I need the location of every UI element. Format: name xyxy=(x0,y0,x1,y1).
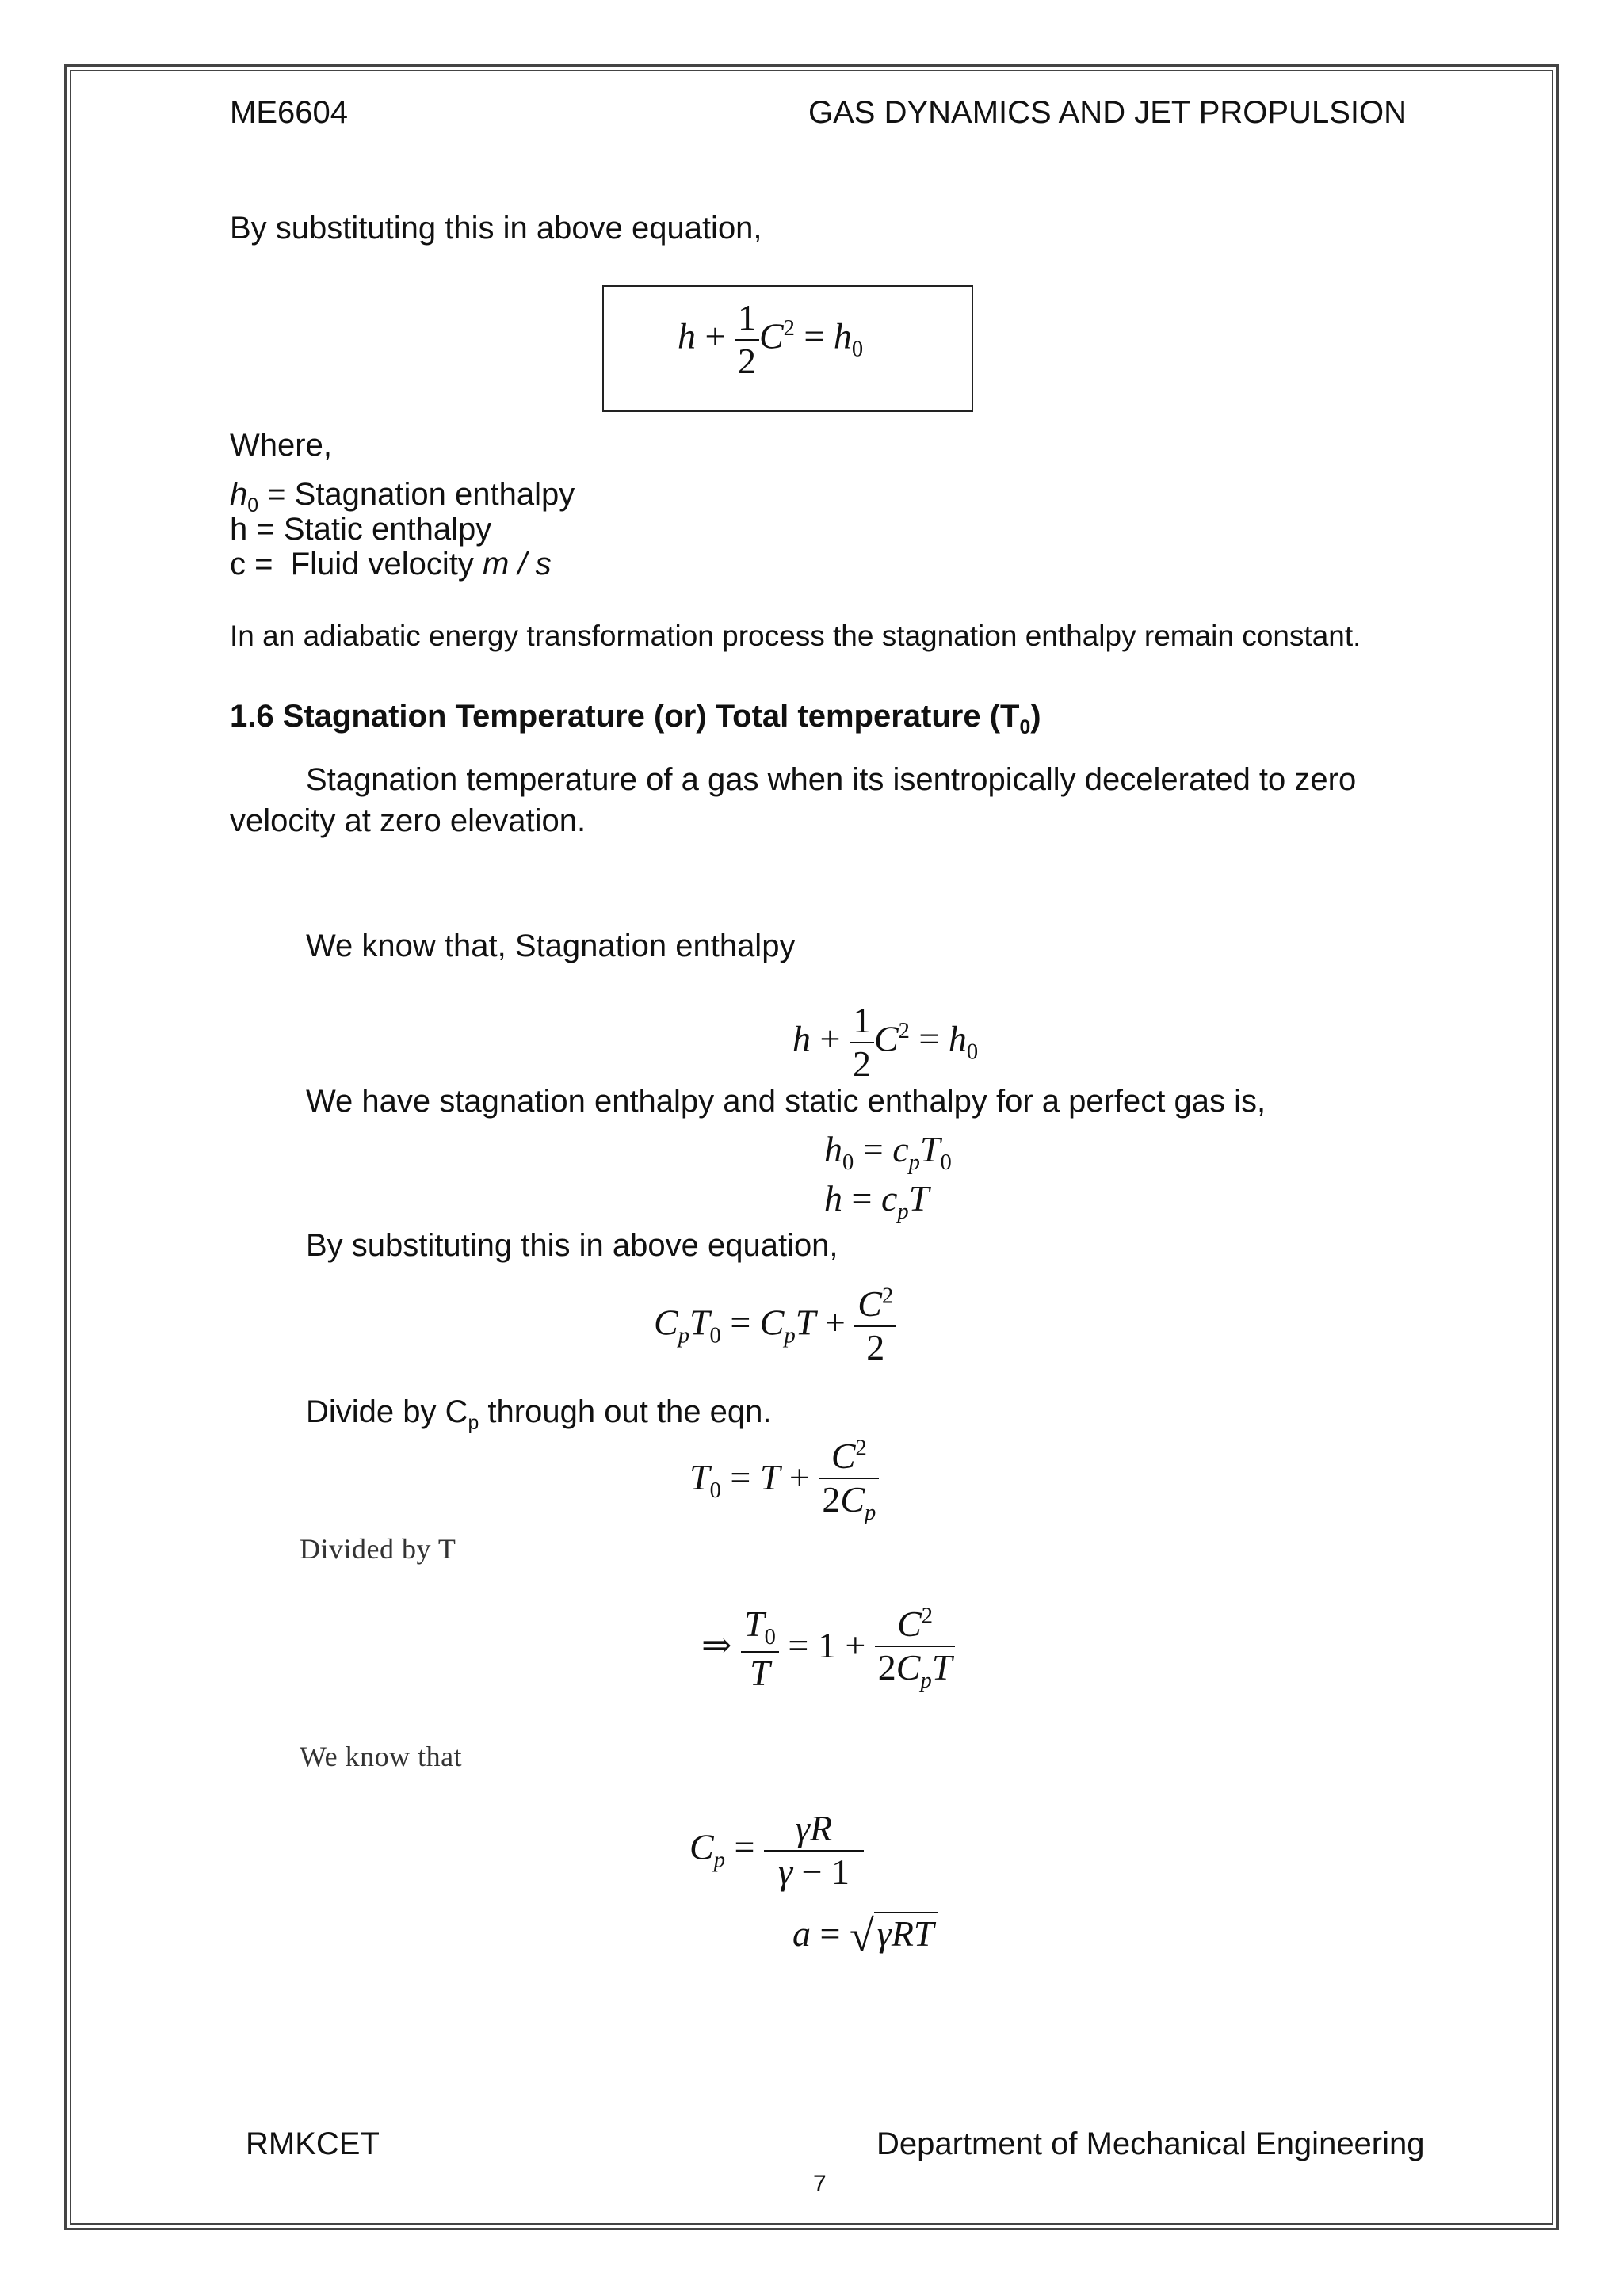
cp-t0-equation: $C_pT_0 = C_pT$ + $\frac{C^2}{2}$ xyxy=(654,1283,896,1369)
divide-text: Divide by $C_p$ through out the eqn. xyxy=(306,1394,772,1434)
we-know-that-text: We know that xyxy=(300,1741,463,1772)
definition-c: c = Fluid velocity m / s xyxy=(230,547,552,582)
boxed-equation: h + $\frac{1}{2}$ $C^2 = h_0$ xyxy=(678,297,864,381)
course-title: GAS DYNAMICS AND JET PROPULSION xyxy=(808,95,1407,130)
ratio-equation: ⇒ $\frac{T_0}{T}$ = 1 + $\frac{C^2}{2C_pT}$ xyxy=(701,1604,955,1695)
perfect-gas-text: We have stagnation enthalpy and static enthalpy for a perfect gas is, xyxy=(306,1084,1266,1119)
divided-by-t-text: Divided by T xyxy=(300,1533,456,1565)
definition-h: h = Static enthalpy xyxy=(230,512,492,547)
sound-speed-equation: a = √γRT xyxy=(792,1911,938,1962)
definition-h0: $h_0$ = Stagnation enthalpy xyxy=(230,477,575,517)
page-number: 7 xyxy=(813,2171,827,2197)
section-heading: 1.6 Stagnation Temperature (or) Total temperature $(T_0)$ xyxy=(230,699,1041,738)
substituting-text: By substituting this in above equation, xyxy=(306,1228,838,1263)
intro-text: By substituting this in above equation, xyxy=(230,211,762,246)
adiabatic-note: In an adiabatic energy transformation process the stagnation enthalpy remain constant. xyxy=(230,620,1361,652)
footer-department: Department of Mechanical Engineering xyxy=(876,2126,1425,2161)
paragraph-line-1: Stagnation temperature of a gas when its isentropically decelerated to zero xyxy=(306,762,1357,797)
h-equation: $h = c_pT$ xyxy=(824,1178,930,1225)
footer-institution: RMKCET xyxy=(246,2126,380,2161)
cp-gamma-equation: $C_p$ = $\frac{\gamma R}{\gamma - 1}$ xyxy=(689,1808,864,1894)
course-code: ME6604 xyxy=(230,95,348,130)
where-label: Where, xyxy=(230,428,332,463)
stagnation-enthalpy-equation: h + $\frac{1}{2}$ $C^2 = h_0$ xyxy=(792,1000,979,1084)
h0-equation: $h_0 = c_pT_0$ xyxy=(824,1129,952,1176)
t0-equation: $T_0 = T$ + $\frac{C^2}{2C_p}$ xyxy=(689,1436,879,1527)
know-that-text: We know that, Stagnation enthalpy xyxy=(306,929,796,963)
paragraph-line-2: velocity at zero elevation. xyxy=(230,803,586,838)
